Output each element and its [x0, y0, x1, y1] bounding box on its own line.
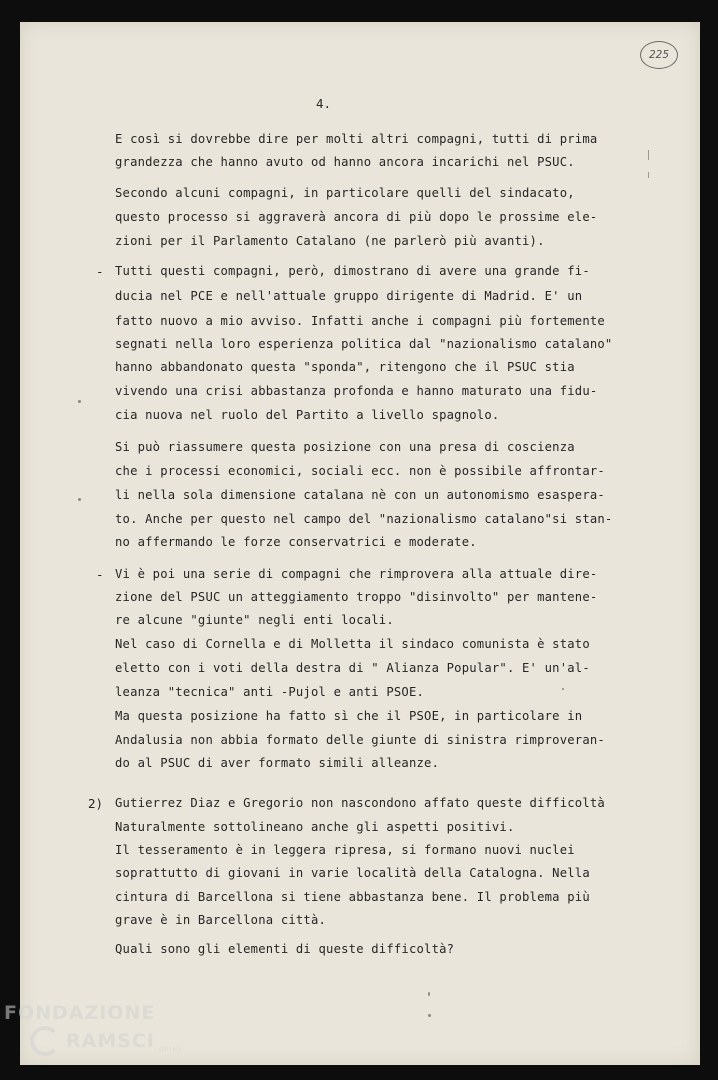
watermark-line1: FONDAZIONE — [4, 1002, 156, 1024]
paper-speck — [562, 688, 564, 690]
text-line: cintura di Barcellona si tiene abbastanza bene. Il problema più — [115, 890, 590, 904]
text-line: hanno abbandonato questa "sponda", ritengono che il PSUC stia — [115, 360, 575, 374]
section-number: 2) — [88, 796, 104, 811]
text-line: questo processo si aggraverà ancora di più dopo le prossime ele- — [115, 210, 598, 224]
paper-speck — [78, 498, 81, 501]
text-line: eletto con i voti della destra di " Alianza Popular". E' un'al- — [115, 661, 590, 675]
text-line: Andalusia non abbia formato delle giunte di sinistra rimproveran- — [115, 733, 605, 747]
watermark-line3: onlus — [158, 1045, 183, 1053]
text-line: Gutierrez Diaz e Gregorio non nascondono affato queste difficoltà — [115, 796, 605, 810]
text-line: cia nuova nel ruolo del Partito a livello spagnolo. — [115, 408, 500, 422]
archive-number-stamp: 225 — [640, 41, 678, 69]
text-line: Vi è poi una serie di compagni che rimprovera alla attuale dire- — [115, 567, 598, 581]
text-line: zioni per il Parlamento Catalano (ne parlerò più avanti). — [115, 234, 545, 248]
text-line: Si può riassumere questa posizione con una presa di coscienza — [115, 440, 575, 454]
text-line: E così si dovrebbe dire per molti altri compagni, tutti di prima — [115, 132, 598, 146]
text-line: fatto nuovo a mio avviso. Infatti anche i compagni più fortemente — [115, 314, 605, 328]
text-line: to. Anche per questo nel campo del "nazionalismo catalano"si stan- — [115, 512, 613, 526]
text-line: Tutti questi compagni, però, dimostrano di avere una grande fi- — [115, 264, 590, 278]
text-line: Nel caso di Cornella e di Molletta il sindaco comunista è stato — [115, 637, 590, 651]
text-line: no affermando le forze conservatrici e moderate. — [115, 535, 477, 549]
text-line: Il tesseramento è in leggera ripresa, si formano nuovi nuclei — [115, 843, 575, 857]
text-line: leanza "tecnica" anti -Pujol e anti PSOE. — [115, 685, 425, 699]
text-line: Naturalmente sottolineano anche gli aspetti positivi. — [115, 820, 515, 834]
margin-mark — [648, 172, 649, 178]
bullet-marker: - — [96, 567, 104, 582]
watermark-logo-icon — [30, 1026, 60, 1056]
text-line: zione del PSUC un atteggiamento troppo "disinvolto" per mantene- — [115, 590, 598, 604]
text-line: li nella sola dimensione catalana nè con un autonomismo esaspera- — [115, 488, 605, 502]
paper-speck — [78, 400, 81, 403]
watermark-line2: RAMSCI — [66, 1030, 155, 1052]
page-number: 4. — [316, 96, 332, 111]
text-line: ducia nel PCE e nell'attuale gruppo dirigente di Madrid. E' un — [115, 289, 583, 303]
text-line: do al PSUC di aver formato simili alleanze. — [115, 756, 440, 770]
bullet-marker: - — [96, 264, 104, 279]
text-line: vivendo una crisi abbastanza profonda e hanno maturato una fidu- — [115, 384, 598, 398]
archive-watermark — [4, 1002, 183, 1056]
text-line: che i processi economici, sociali ecc. non è possibile affrontar- — [115, 464, 605, 478]
text-line: grandezza che hanno avuto od hanno ancora incarichi nel PSUC. — [115, 155, 575, 169]
text-line: Secondo alcuni compagni, in particolare quelli del sindacato, — [115, 186, 575, 200]
text-line: grave è in Barcellona città. — [115, 913, 327, 927]
margin-mark — [648, 150, 649, 160]
paper-speck — [428, 1014, 431, 1017]
text-line: segnati nella loro esperienza politica dal "nazionalismo catalano" — [115, 337, 613, 351]
text-line: soprattutto di giovani in varie località della Catalogna. Nella — [115, 866, 590, 880]
text-line: Ma questa posizione ha fatto sì che il PSOE, in particolare in — [115, 709, 583, 723]
text-line: re alcune "giunte" negli enti locali. — [115, 613, 394, 627]
paper-speck — [428, 992, 430, 996]
text-line: Quali sono gli elementi di queste difficoltà? — [115, 942, 455, 956]
